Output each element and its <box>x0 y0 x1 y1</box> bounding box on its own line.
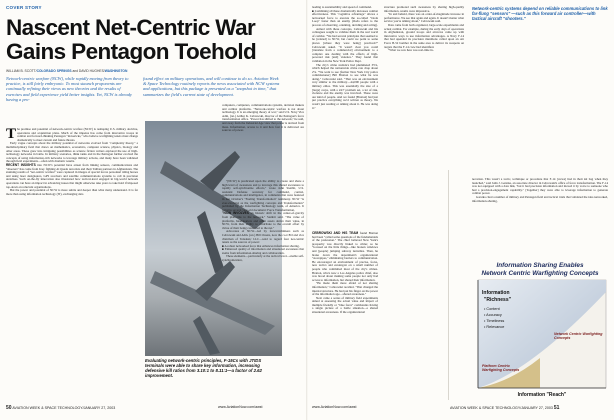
article-column-3 <box>312 6 378 110</box>
bullet-relevance: • Relevance <box>484 325 505 329</box>
byline <box>6 69 127 73</box>
footer-url-left: www.AviationNow.com/awst <box>218 405 263 409</box>
paragraph <box>6 164 138 189</box>
byline-authors-2: and DAVID HUGHES/ <box>71 69 105 73</box>
footer-publication-right: AVIATION WEEK & SPACE TECHNOLOGY/JANUARY 27, 2003 <box>450 406 553 410</box>
page-gutter <box>306 0 308 420</box>
headline <box>6 15 257 64</box>
paragraph: Data came from both organized, large-scale experiments and actual combat. For example, during the early days of operations in Afghanistan, ground troops and aircrews came up with innovative ways to use information advantages. A Navy F-14 that had upended its precision munitions called upon an Air Force B-52 bomber in the same area to deliver its weapons on targets that the F-14 crew had identified. <box>384 22 464 49</box>
paragraph: Early vague concepts about the military potential of networks evolved from "complexity theory," a multidisciplinary field that draws on mathematics, economics, computer science, physics, biology and other areas. These grew into intriguing possibilities as science fiction writers explored the use of high-technology networks in battle. In military scenarios, think tanks and in the Pentagon further evolved the concepts of using information-rich networks to leverage military actions, and many have been validated through field experiments—often with dramatic results. <box>6 141 138 164</box>
paragraph: "What we saw here was real-time in- <box>388 48 434 53</box>
paragraph: leading to sustainability and speed of command. <box>312 5 372 9</box>
subhead: "NCW INVOLVES <box>222 211 249 216</box>
photo-caption: Evaluating network-centric principles, F-15Cs with JTIDS terminals were able to share key information, increasing defensive kill ratios from 3.10:1 to 8.11:1—a factor of 2.62 improvement. <box>145 358 262 379</box>
paragraph: structure promoted such awareness by sharing high-quality information, results were impressive. <box>384 5 464 13</box>
article-column-1 <box>6 128 138 196</box>
label-richness: "Richness" <box>484 297 511 303</box>
pull-quote: Network-centric systems depend on reliable communications to link far-flung "sensors" —such as this forward air controller—with tactical aircraft "shooters." <box>472 6 608 21</box>
paragraph <box>312 232 378 282</box>
label-platform-centric: Platform Centric Warfighting Concepts <box>482 364 520 373</box>
footer-publication-left: AVIATION WEEK & SPACE TECHNOLOGY/JANUARY 27, 2003 <box>12 406 116 410</box>
article-column-2-text <box>222 104 304 133</box>
label-network-centric: Network Centric Warfighting Concepts <box>554 332 603 341</box>
footer-url-right: www.AviationNow.com/awst <box>312 405 357 409</box>
section-label: COVER STORY <box>6 5 42 10</box>
label-network-wrap <box>554 332 604 350</box>
footer-left <box>6 405 115 411</box>
article-column-2-continued <box>222 180 304 263</box>
paragraph-text: he promise and potential of network-centric warfare (NCW) is reshaping U.S. military doctrine, operations and acquisition plans. Much of the impetus has come from innovative troops in combat and forward-thinking Pentagon "mavericks," who believe warfighting tenets must change dramatically to meet current and future threats. <box>17 127 138 142</box>
headline-line-1: Nascent Net-Centric War <box>6 15 256 40</box>
paragraph-text: found Bratton had been "called some questions of the fundamentals of the profession." The chief believed New York's prosperity was directly linked to crime; so he "focused on the little things—like broken windows and [people] jumping subway turnstiles. Then, he broke down the department's organizational "stovepipes," eliminating barriers to communication. He encouraged an environment of precise, focus, new tactics and zeroing-in on a small number of people who committed most of the city's crimes. Bratton, who's now a Los Angeles police chief, also was broad about making some people not only had access to information, but shared their information. <box>312 231 378 282</box>
subhead: CEBROWSKI AND HIS TEAM <box>312 231 359 235</box>
paragraph: Armed with these concepts, Cebrowski and his colleagues sought to validate them in the real world of combat. "We had several principles that seemed to be [related] to NCW, but could we point to some places [where they were being] practiced?" Cebrowski asked. "It wasn't clear you could [translate from a commercial] environment to a complex one dealing with the effects of high-powered risk [and] violence." They found that validation in the New York Police Dept. <box>312 26 378 63</box>
paragraph: Advocates of NCW—led by forward-thinkers such as Cebrowski and Adm. (ret.) Bill Owens, now the co-CEO and vice chairman of Teledesic LLC—tend to regard four net-centric tenets as the sources of power: <box>222 229 304 245</box>
label-information-reach: Information "Reach" <box>517 392 567 398</box>
byline-location-1: COLORADO SPRINGS <box>36 69 72 73</box>
label-information: Information <box>482 290 510 296</box>
paragraph: "He made them more afraid of not sharing information," Cebrowski recalled. "That changed the internal structure. He had put his finger on the power of the information age—shared awareness." <box>312 281 378 297</box>
byline-authors: WILLIAM B. SCOTT/ <box>6 69 37 73</box>
paragraph: Garstka cited a number of military and Pentagon field and tactical trials that validated the idea networked, information-sharing, <box>472 194 608 203</box>
bullet: ■ Combining all these dramatically increases combat effectiveness. This "cognitive advantage" allows a networked force to execute the so-called "Ooda Loop" faster than an enemy (Ooda refers to the process of observing, orienting, deciding and acting). <box>312 8 378 27</box>
paragraph <box>222 212 304 230</box>
bullet: ■ Enhanced quality of information and situational awareness that stems from information-sharing and collaboration. <box>222 247 304 255</box>
paragraph: The city's crime statistics had plummeted 35%, which helped the nationwide crime rate drop about 2%. "We went to see [former New York City police commissioner] Bill Bratton to see what he was doing," Cebrowski said. "That was an environment very similar to the military—44,000 people with a military ethos. This was essentially the size of a [large] corps, with a 24/7 problem set, a lot of risk, violence and the enemy was involved. These were our kind of people. And we found [Bratton] had just put practice everything we'd written as theory. We wasn't just reading or talking about it. He was doing it." <box>312 62 378 110</box>
article-column-4 <box>384 6 464 53</box>
bullet-accuracy: • Accuracy <box>484 313 502 317</box>
byline-location-2: WASHINGTON <box>104 69 128 73</box>
bullet-timeliness: • Timeliness <box>484 319 505 323</box>
network-centric-diagram <box>470 269 610 402</box>
paragraph: But the power and potential of NCW is more subtle and deeper than what many understand. It is far more than using information technology (IT), exchanging data <box>6 188 138 196</box>
paragraph-text: into NCW's potential have arisen from linking sensors, communications and "shooters" has come from Iraq: fighting Al Qaeda terrorists and their Taliban partners in Afghanistan. The stunning results of "net-centric warfare" were captured in images of special forces personnel riding horses and using laser designators, GPS receivers and satellite communications systems to call in precision airstrikes. Such on-the-fly innovation also illustrated how tactical-level engaged in big-world network operations can have an impact in advancing issues that might otherwise take years to take hold if imposed top-down on reluctant organizations. <box>6 162 139 189</box>
deck-left: Network-centric warfare (NCW), while rapidly moving from theory to practice, is still fairly embryonic. To most staunch proponents are continually refining their views as new theories and the results of exercises and field experience yield better insights. Yet, NCW is already having a pro- <box>6 76 132 102</box>
deck-right: found effect on military operations, and will continue to do so. Aviation Week & Space Technology routinely reports the news associated with NCW systems and applications, but this package is presented as a "snapshot in time," that summarizes the field's current state of development. <box>143 76 280 97</box>
label-platform-wrap <box>482 364 526 382</box>
paragraph <box>6 128 138 142</box>
paragraph: Next came a series of military field experiments aimed at assessing the actual value and impact of multiple friendly or "blue force" combatants having a single picture of a battle situation—a shared situational awareness. If the organizational <box>312 295 378 315</box>
bullet: ■ A robust networked force that enhances information sharing. <box>222 243 300 248</box>
paragraph: "In and behold, there was an order-of-magnitude increase in performance. We see that again and again. It doesn't matter what service you're talking about," Cebrowski said. <box>384 12 464 24</box>
footer-right <box>450 405 559 411</box>
article-column-3-continued <box>312 232 378 315</box>
article-column-5 <box>472 178 608 203</box>
drop-cap: T <box>6 126 17 142</box>
diagram-title-line-1: Information Sharing Enables <box>496 262 584 269</box>
paragraph-text: an historic shift in the center-of-gravity from platforms to the network," Stenbit said. "The value of platforms, headquarters and other assets derive their value, in NCW, from their ability to contribute to the overall effort by virtue of their being connected to the net." <box>222 211 304 230</box>
page-number-right: 51 <box>553 405 560 411</box>
page-number-left: 50 <box>6 405 12 411</box>
column-rule <box>448 170 449 400</box>
paragraph: computers, computers, communications systems, decision makers and combat platforms. "Network-centric warfare is not about technology. It is an emerging theory of war," said U.S. Navy Vice Adm. (ret.) Arthur K. Cebrowski, director of the Pentagon's force transformation office. "Power has shifted to the network," he said, and away from the Industrial Age view that power is derived from mass. Information, access to it and how fast it is delivered are sources of power. <box>222 103 304 133</box>
diagram-title-line-2: Network Centric Warfighting Concepts <box>481 269 599 277</box>
paragraph: These elements—particularly at the tactical level—enable self-synchronization, <box>222 254 304 263</box>
bullet-content: • Content <box>484 307 500 311</box>
paragraph: novation. This wasn't a tactic, technique or procedure that F-14 [crews] had in their kit bag when they launched," said John J. Garstka, an associate director in Cebrowski's office of force transformation. The F-14 was not equipped with a data link, "but it had precision information and moved it by voice to someone who had a precision-engagement capability." [Together] they were able to leverage information to generate combat power. <box>472 177 608 196</box>
headline-line-2: Gains Pentagon Toehold <box>6 39 257 64</box>
paragraph: "[NCW] is predicated upon the ability to create and share a high level of awareness and to leverage this shared awareness to rapidly self-synchronize effects," wrote John Stenbit, U.S. assistant Defense secretary for command, control, communications and intelligence, in comments that were featured in last October's "Fueling Transformation" testimony. NCW "is ever-evolving as the warfighting concepts and Transformation" published by the Information Technology team, of America. It remains several-year-old document: Force Transformation. <box>222 179 304 212</box>
subhead: RECENT INSIGHTS <box>6 162 36 167</box>
